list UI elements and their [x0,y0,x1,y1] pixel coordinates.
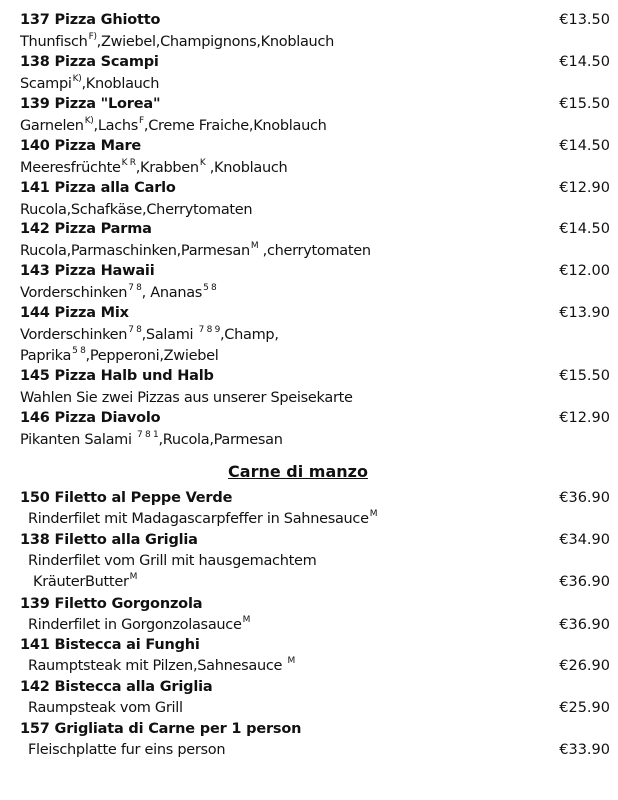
description-text: Garnelen [20,118,84,134]
item-name: 146 Pizza Diavolo [20,410,161,426]
item-price: €36.90 [559,617,610,633]
allergen-code: M [369,509,378,519]
description-text: ,Knoblauch [205,160,288,176]
item-price: €13.90 [559,305,610,321]
description-text: ,Champ, [220,327,279,343]
description-text: ,Pepperoni,Zwiebel [85,348,219,364]
item-description [20,202,252,218]
item-name: 138 Pizza Scampi [20,54,159,70]
allergen-code: M [242,615,251,625]
allergen-code: F [139,116,144,126]
description-text: Paprika [20,348,72,364]
item-description [20,76,159,92]
description-text: Fleischplatte fur eins person [28,742,226,758]
item-price: €14.50 [559,138,610,154]
item-description [20,432,283,448]
allergen-code: 7 8 [128,283,142,293]
item-name: 137 Pizza Ghiotto [20,12,161,28]
item-name: 142 Bistecca alla Griglia [20,679,213,695]
allergen-code: K [199,158,206,168]
item-description [28,742,225,758]
allergen-code: M [250,241,259,251]
item-description [20,34,334,50]
item-name: 139 Pizza "Lorea" [20,96,161,112]
description-text: Wahlen Sie zwei Pizzas aus unserer Speisekarte [20,390,353,406]
description-text: Pikanten Salami [20,432,137,448]
allergen-code: 5 8 [72,346,86,356]
description-text: Scampi [20,76,72,92]
description-text: ,Lachs [93,118,139,134]
item-name: 142 Pizza Parma [20,221,152,237]
allergen-code: M [287,656,295,666]
allergen-code: 7 8 [128,325,142,335]
description-text: ,Krabben [135,160,199,176]
item-name: 138 Filetto alla Griglia [20,532,198,548]
item-description [20,118,327,134]
item-price: €25.90 [559,700,610,716]
item-price: €33.90 [559,742,610,758]
description-text: Rinderfilet vom Grill mit hausgemachtem [28,553,317,569]
item-name: 143 Pizza Hawaii [20,263,155,279]
allergen-code: 7 8 9 [198,325,220,335]
item-price: €13.50 [559,12,610,28]
item-description [20,285,216,301]
description-text: Raumpsteak vom Grill [28,700,183,716]
description-text: ,Zwiebel,Champignons,Knoblauch [96,34,335,50]
item-name: 157 Grigliata di Carne per 1 person [20,721,302,737]
item-name: 145 Pizza Halb und Halb [20,368,214,384]
allergen-code: K) [72,74,82,84]
item-price-alt: €36.90 [559,574,610,590]
description-text: ,cherrytomaten [258,243,371,259]
item-price: €14.50 [559,221,610,237]
item-description [20,243,371,259]
section-title: Carne di manzo [228,462,368,481]
description-text: Rucola,Schafkäse,Cherrytomaten [20,202,253,218]
allergen-code: K) [84,116,94,126]
item-price: €12.90 [559,180,610,196]
description-text: Rinderfilet mit Madagascarpfeffer in Sahnesauce [28,511,369,527]
item-price: €15.50 [559,368,610,384]
description-text: Vorderschinken [20,327,128,343]
item-name: 140 Pizza Mare [20,138,142,154]
item-description [20,390,353,406]
description-text: Thunfisch [20,34,88,50]
item-price: €34.90 [559,532,610,548]
item-price: €26.90 [559,658,610,674]
item-description [20,327,279,343]
description-text: ,Salami [141,327,198,343]
item-name: 141 Bistecca ai Funghi [20,637,200,653]
item-description [20,160,287,176]
allergen-code: K R [121,158,136,168]
allergen-code: 5 8 [203,283,217,293]
description-text: ,Rucola,Parmesan [158,432,283,448]
item-name: 150 Filetto al Peppe Verde [20,490,233,506]
description-text: Vorderschinken [20,285,128,301]
description-text: , Ananas [141,285,203,301]
description-text: Rucola,Parmaschinken,Parmesan [20,243,250,259]
allergen-code: F) [88,32,97,42]
item-name: 139 Filetto Gorgonzola [20,596,203,612]
item-description-cont [33,574,137,590]
allergen-code: 7 8 1 [137,430,159,440]
item-description [28,700,183,716]
item-description [28,553,316,569]
item-name: 144 Pizza Mix [20,305,129,321]
description-text: ,Creme Fraiche,Knoblauch [143,118,327,134]
item-name: 141 Pizza alla Carlo [20,180,176,196]
item-price: €12.00 [559,263,610,279]
description-text: Rinderfilet in Gorgonzolasauce [28,617,242,633]
allergen-code: M [129,572,138,582]
item-price: €36.90 [559,490,610,506]
item-price: €15.50 [559,96,610,112]
description-text: Raumptsteak mit Pilzen,Sahnesauce [28,658,287,674]
item-price: €14.50 [559,54,610,70]
item-description-cont [20,348,218,364]
description-text: ,Knoblauch [81,76,160,92]
item-description [28,511,377,527]
description-text: KräuterButter [33,574,129,590]
item-price: €12.90 [559,410,610,426]
item-description [28,658,295,674]
item-description [28,617,250,633]
description-text: Meeresfrüchte [20,160,121,176]
